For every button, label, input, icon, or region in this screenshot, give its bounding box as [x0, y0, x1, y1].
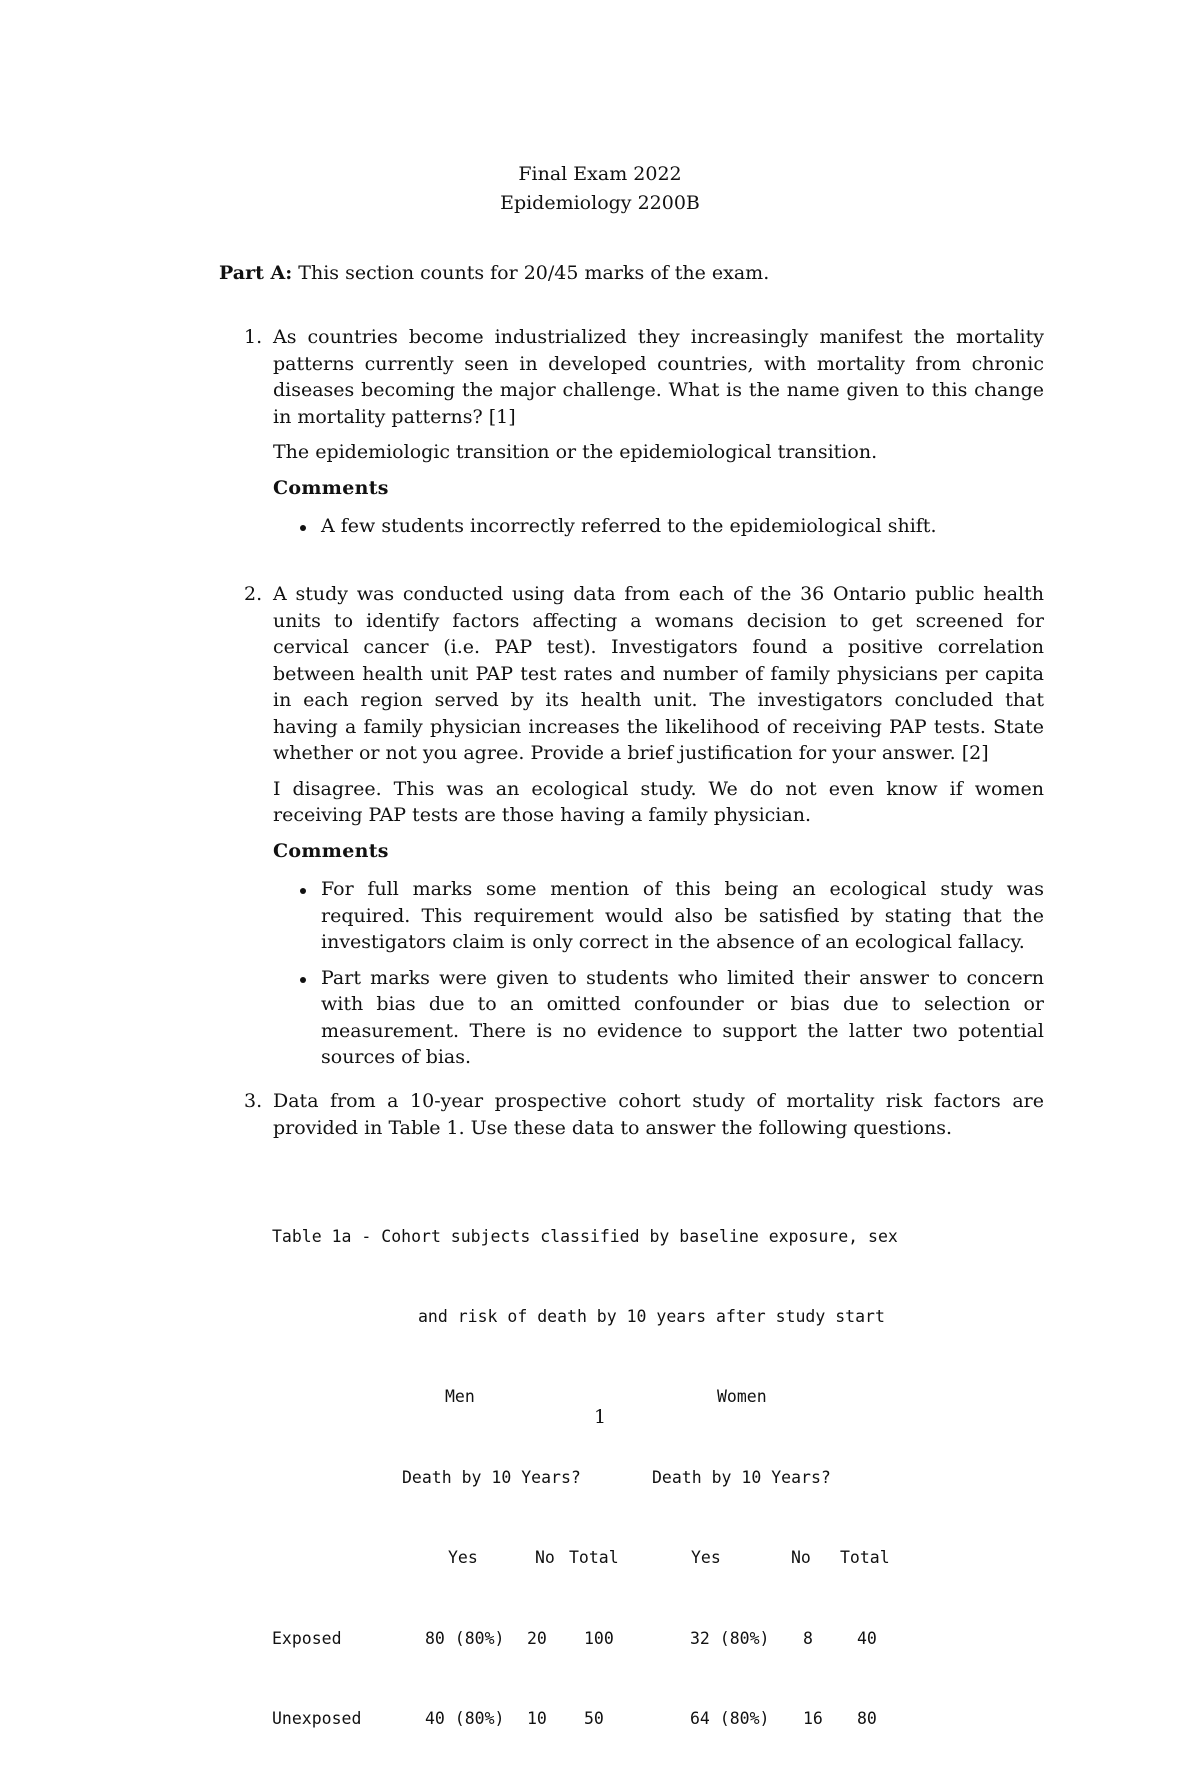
row-label: Unexposed: [272, 1708, 362, 1728]
cell-women-yes: 32 (80%): [690, 1628, 770, 1648]
table-row: [272, 1706, 898, 1733]
cell-women-no: 8: [803, 1628, 813, 1648]
table-caption-line-2: and risk of death by 10 years after study start: [418, 1306, 885, 1326]
comment-item: Part marks were given to students who limited their answer to concern with bias due to an omitted confounder or bias due to selection or measurement. There is no evidence to support the latter two potential sources of bias.: [273, 965, 1044, 1071]
part-a-text: This section counts for 20/45 marks of the exam.: [298, 262, 770, 284]
table-caption-line-1: Table 1a - Cohort subjects classified by baseline exposure, sex: [272, 1226, 898, 1246]
comments-heading: Comments: [273, 476, 389, 499]
question-text: As countries become industrialized they increasingly manifest the mortality patterns currently seen in developed countries, with mortality from chronic diseases becoming the major challenge. What is the name given to this change in mortality patterns? [1]: [273, 326, 1044, 428]
title-block: [0, 160, 1200, 218]
table-death-header-row: [272, 1465, 898, 1492]
comments-list: [273, 513, 1044, 540]
question-number: 3.: [244, 1090, 263, 1112]
cell-men-no: 20: [527, 1628, 547, 1648]
bullet-icon: [300, 888, 306, 894]
cell-men-no: 10: [527, 1708, 547, 1728]
comment-item: For full marks some mention of this being an ecological study was required. This requirement would also be satisfied by stating that the investigators claim is only correct in the absence of an ecological fallacy.: [273, 876, 1044, 956]
cell-women-no: 16: [803, 1708, 823, 1728]
page-number: 1: [593, 1406, 607, 1428]
group-women-header: Women: [717, 1387, 767, 1407]
cell-men-total: 100: [584, 1628, 614, 1648]
men-death-header: Death by 10 Years?: [402, 1467, 581, 1487]
col-yes: Yes: [691, 1548, 721, 1568]
question-2: [244, 581, 1044, 1080]
table-column-header-row: [272, 1545, 898, 1572]
cell-women-total: 80: [857, 1708, 877, 1728]
col-no: No: [535, 1548, 555, 1568]
bullet-icon: [300, 977, 306, 983]
women-death-header: Death by 10 Years?: [652, 1467, 831, 1487]
row-label: Exposed: [272, 1628, 342, 1648]
col-total: Total: [569, 1548, 619, 1568]
cell-men-total: 50: [584, 1708, 604, 1728]
cell-women-total: 40: [857, 1628, 877, 1648]
exam-title: Final Exam 2022: [518, 163, 682, 185]
course-title: Epidemiology 2200B: [500, 192, 700, 214]
col-no: No: [791, 1548, 811, 1568]
comments-list: [273, 876, 1044, 1071]
comments-heading: Comments: [273, 839, 389, 862]
question-text: A study was conducted using data from each of the 36 Ontario public health units to identify factors affecting a womans decision to get screened for cervical cancer (i.e. PAP test). Investigators found a positive correlation between health unit PAP test rates and number of family physicians per capita in each region served by its health unit. The investigators concluded that having a family physician increases the likelihood of receiving PAP tests. State whether or not you agree. Provide a brief justification for your answer. [2]: [273, 583, 1044, 764]
question-text: Data from a 10-year prospective cohort study of mortality risk factors are provided in Table 1. Use these data to answer the following questions.: [273, 1090, 1044, 1139]
table-row: [272, 1626, 898, 1653]
part-a-heading: [219, 260, 769, 286]
cell-men-yes: 80 (80%): [425, 1628, 505, 1648]
group-men-header: Men: [445, 1387, 475, 1407]
col-total: Total: [840, 1548, 890, 1568]
question-3: [244, 1088, 1044, 1150]
col-yes: Yes: [448, 1548, 478, 1568]
question-1: [244, 324, 1044, 549]
comment-item: A few students incorrectly referred to the epidemiological shift.: [273, 513, 1044, 540]
question-number: 1.: [244, 326, 263, 348]
part-a-label: Part A:: [219, 262, 293, 284]
answer-text: The epidemiologic transition or the epidemiological transition.: [273, 441, 878, 463]
bullet-icon: [300, 525, 306, 531]
question-number: 2.: [244, 583, 263, 605]
table-1a: [272, 1170, 898, 1786]
cell-women-yes: 64 (80%): [690, 1708, 770, 1728]
cell-men-yes: 40 (80%): [425, 1708, 505, 1728]
answer-text: I disagree. This was an ecological study. We do not even know if women receiving PAP tests are those having a family physician.: [273, 777, 1044, 826]
